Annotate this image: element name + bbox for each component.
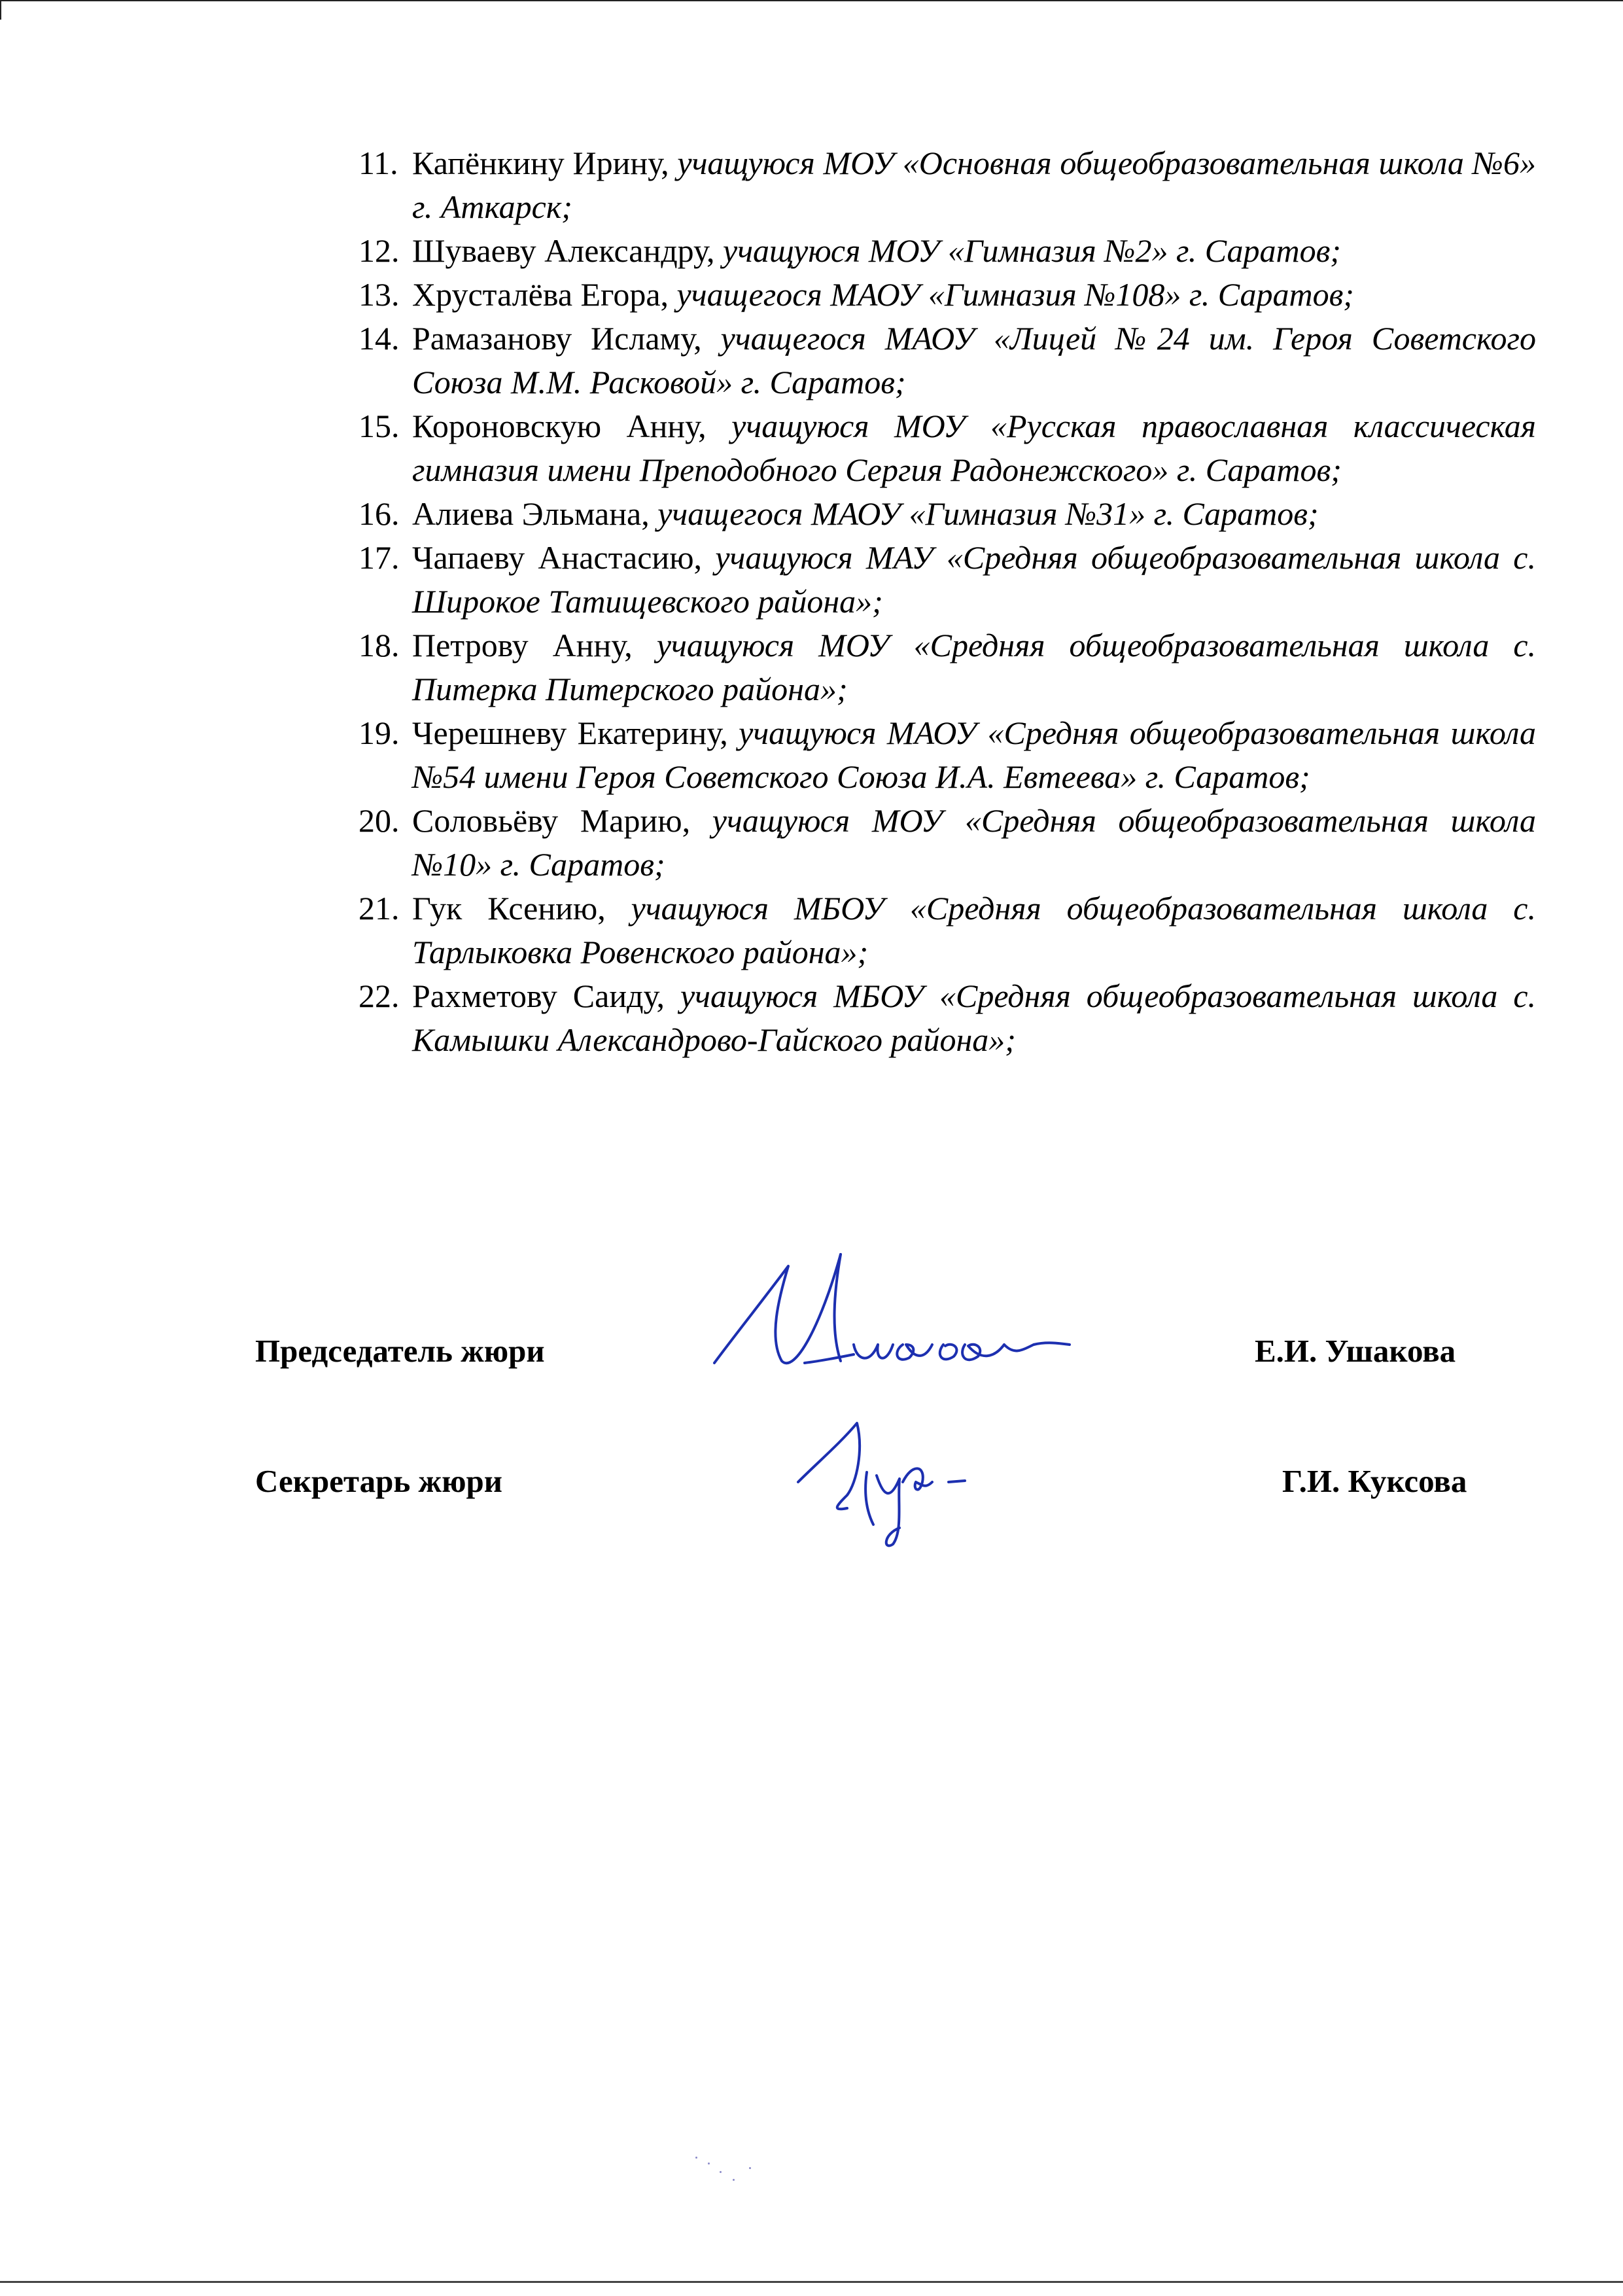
secretary-name: Г.И. Куксова [1282, 1463, 1467, 1499]
participant-name: Шуваеву Александру, [412, 232, 715, 269]
list-item [358, 229, 1536, 273]
list-item [358, 974, 1536, 1062]
chair-signature-image [707, 1246, 1073, 1417]
scan-speck [695, 2157, 697, 2159]
participant-name: Гук Ксению, [412, 890, 606, 927]
list-item [358, 317, 1536, 404]
participant-school: учащуюся МАОУ «Средняя общеобразовательная школа №54 имени Героя Советского Союза И.А. Евтеева» г. Саратов; [412, 715, 1537, 795]
participant-list [358, 141, 1536, 1062]
item-number: 16. [358, 495, 400, 532]
item-number: 20. [358, 802, 400, 839]
participant-name: Алиева Эльмана, [412, 495, 650, 532]
participant-school: учащуюся МБОУ «Средняя общеобразовательная школа с. Тарлыковка Ровенского района»; [412, 890, 1536, 970]
participant-school: учащуюся МАУ «Средняя общеобразовательная школа с. Широкое Татищевского района»; [412, 539, 1536, 620]
item-number: 15. [358, 408, 400, 444]
participant-name: Черешневу Екатерину, [412, 715, 728, 751]
item-number: 12. [358, 232, 400, 269]
item-number: 22. [358, 978, 400, 1014]
list-item [358, 492, 1536, 536]
item-number: 17. [358, 539, 400, 576]
participant-school: учащуюся МОУ «Средняя общеобразовательная школа №10» г. Саратов; [412, 802, 1536, 883]
secretary-signature-image [785, 1404, 1021, 1554]
participant-name: Капёнкину Ирину, [412, 145, 669, 181]
list-item [358, 141, 1536, 229]
scan-speck [749, 2167, 751, 2169]
participant-school: учащуюся МОУ «Основная общеобразовательная школа №6» г. Аткарск; [412, 145, 1537, 225]
item-number: 11. [358, 145, 398, 181]
participant-name: Рахметову Саиду, [412, 978, 665, 1014]
list-item [358, 536, 1536, 624]
item-number: 21. [358, 890, 400, 927]
list-item [358, 711, 1536, 799]
list-item [358, 624, 1536, 711]
scan-speck [720, 2171, 722, 2173]
scan-edge-left [0, 0, 1, 20]
participant-name: Рамазанову Исламу, [412, 320, 702, 357]
participant-school: учащегося МАОУ «Лицей №24 им. Героя Советского Союза М.М. Расковой» г. Саратов; [412, 320, 1536, 400]
list-item [358, 799, 1536, 887]
chair-role: Председатель жюри [255, 1333, 545, 1369]
scan-speck [733, 2179, 735, 2181]
participant-school: учащуюся МБОУ «Средняя общеобразовательная школа с. Камышки Александрово-Гайского района»; [412, 978, 1537, 1058]
list-item [358, 273, 1536, 317]
item-number: 14. [358, 320, 400, 357]
participant-school: учащуюся МОУ «Средняя общеобразовательная школа с. Питерка Питерского района»; [412, 627, 1537, 707]
item-number: 19. [358, 715, 400, 751]
scan-edge-top [0, 0, 1623, 1]
participant-school: учащуюся МОУ «Гимназия №2» г. Саратов; [723, 232, 1341, 269]
scan-speck [708, 2163, 710, 2164]
chair-name: Е.И. Ушакова [1255, 1333, 1456, 1369]
item-number: 13. [358, 276, 400, 313]
participant-name: Соловьёву Марию, [412, 802, 691, 839]
secretary-role: Секретарь жюри [255, 1463, 503, 1499]
participant-school: учащегося МАОУ «Гимназия №31» г. Саратов; [657, 495, 1319, 532]
participant-name: Чапаеву Анастасию, [412, 539, 703, 576]
participant-school: учащегося МАОУ «Гимназия №108» г. Саратов; [676, 276, 1354, 313]
scan-edge-bottom [0, 2281, 1623, 2283]
participant-name: Короновскую Анну, [412, 408, 707, 444]
item-number: 18. [358, 627, 400, 663]
participant-school: учащуюся МОУ «Русская православная классическая гимназия имени Преподобного Сергия Радонежского» г. Саратов; [412, 408, 1536, 488]
list-item [358, 887, 1536, 974]
list-item [358, 404, 1536, 492]
participant-name: Хрусталёва Егора, [412, 276, 669, 313]
participant-name: Петрову Анну, [412, 627, 633, 663]
